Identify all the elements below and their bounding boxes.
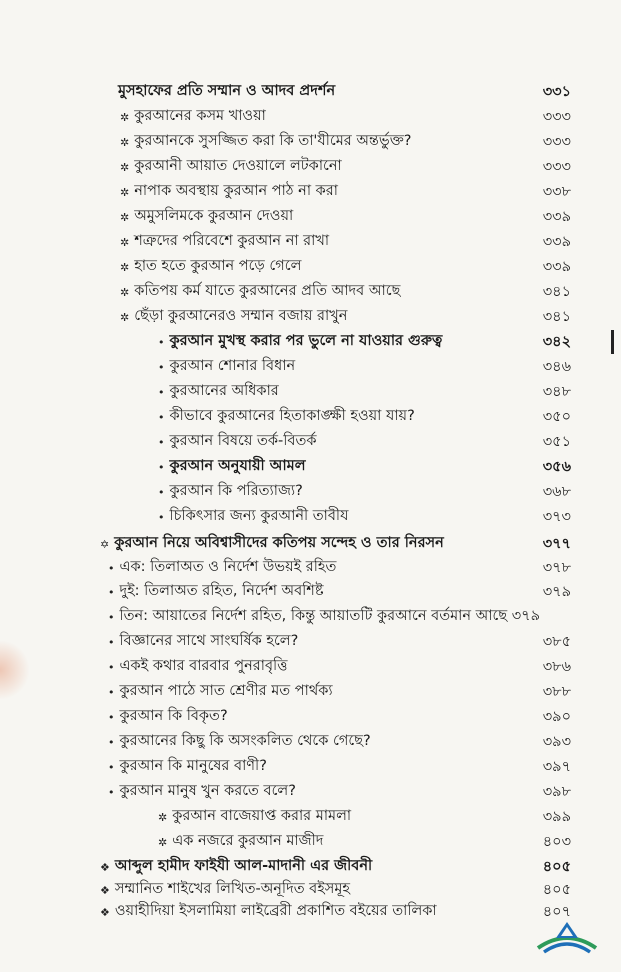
bullet-icon: • <box>158 410 165 424</box>
bullet-icon: • <box>108 710 115 724</box>
toc-entry-page-number: ৩৭৩ <box>542 509 571 525</box>
toc-entry <box>120 155 342 179</box>
toc-entry-page-number: ৩৯৯ <box>542 809 571 825</box>
toc-entry <box>120 205 293 229</box>
toc-entry-page-number: ৪০৭ <box>542 904 571 920</box>
bullet-icon: • <box>108 685 115 699</box>
bullet-icon: ✲ <box>120 110 130 124</box>
bullet-icon: ✡ <box>100 537 110 551</box>
toc-entry <box>158 455 306 479</box>
toc-entry <box>158 430 317 454</box>
toc-entry-title: কুরআন বিষয়ে তর্ক-বিতর্ক <box>169 433 317 449</box>
toc-entry <box>108 730 371 754</box>
toc-entry-title: কুরআন মুখস্থ করার পর ভুলে না যাওয়ার গুরুত্ব <box>169 333 443 349</box>
toc-entry-page-number: ৪০৫ <box>542 859 571 875</box>
paper-stain <box>0 640 30 700</box>
toc-entry <box>158 380 279 404</box>
toc-entry-title: কুরআন নিয়ে অবিশ্বাসীদের কতিপয় সন্দেহ ও তার নিরসন <box>114 535 444 551</box>
toc-entry-title: এক নজরে কুরআন মাজীদ <box>172 833 324 849</box>
toc-entry-page-number: ৩৪৬ <box>542 359 571 375</box>
bullet-icon: • <box>158 360 165 374</box>
toc-entry-page-number: ৩৭৭ <box>542 536 571 552</box>
toc-entry <box>108 605 540 629</box>
toc-entry <box>100 900 437 924</box>
toc-entry-title: মুসহাফের প্রতি সম্মান ও আদব প্রদর্শন <box>118 83 336 99</box>
toc-entry <box>158 330 442 354</box>
bullet-icon: • <box>108 635 115 649</box>
toc-entry-page-number: ৩৯৩ <box>542 734 571 750</box>
bullet-icon: • <box>158 485 165 499</box>
publisher-logo-icon <box>534 918 600 958</box>
toc-entry-title: এক: তিলাঅত ও নির্দেশ উভয়ই রহিত <box>119 559 337 575</box>
toc-entry-title: কুরআন কি মানুষের বাণী? <box>119 758 267 774</box>
toc-entry-page-number: ৩৭৯ <box>542 584 571 600</box>
toc-entry-page-number: ৩৬৮ <box>542 484 571 500</box>
toc-entry-page-number: ৩৩৯ <box>542 234 571 250</box>
toc-entry-title: কতিপয় কর্ম যাতে কুরআনের প্রতি আদব আছে <box>134 283 401 299</box>
toc-entry-page-number: ৩৩১ <box>542 84 571 100</box>
toc-entry-title: কুরআনী আয়াত দেওয়ালে লটকানো <box>134 158 342 174</box>
toc-entry <box>100 532 444 556</box>
toc-entry <box>158 355 295 379</box>
toc-entry-page-number: ৩৯০ <box>542 709 571 725</box>
toc-entry-title: একই কথার বারবার পুনরাবৃত্তি <box>119 658 288 674</box>
bullet-icon: • <box>158 435 165 449</box>
toc-entry-page-number: ৩৭৮ <box>542 560 571 576</box>
toc-entry-title: সম্মানিত শাইখের লিখিত-অনূদিত বইসমূহ <box>114 881 351 897</box>
margin-mark <box>611 330 614 354</box>
bullet-icon: ✲ <box>120 160 130 174</box>
toc-entry-title: কুরআনের অধিকার <box>169 383 279 399</box>
toc-entry-title: কুরআন মানুষ খুন করতে বলে? <box>119 783 296 799</box>
toc-entry-title: কুরআন বাজেয়াপ্ত করার মামলা <box>172 808 352 824</box>
toc-entry-title: চিকিৎসার জন্য কুরআনী তাবীয <box>169 508 349 524</box>
toc-entry <box>158 830 323 854</box>
toc-entry-title: আব্দুল হামীদ ফাইযী আল-মাদানী এর জীবনী <box>114 858 373 874</box>
toc-entry-title: ওয়াহীদিয়া ইসলামিয়া লাইব্রেরী প্রকাশিত বইয়ের তালিকা <box>114 903 437 919</box>
toc-entry <box>158 405 415 429</box>
bullet-icon: • <box>108 585 115 599</box>
toc-entry <box>108 705 228 729</box>
toc-entry-title: কুরআন অনুযায়ী আমল <box>169 458 306 474</box>
toc-entry-page-number: ৩৯৮ <box>542 784 571 800</box>
toc-entry-title: কুরআন কি বিকৃত? <box>119 708 228 724</box>
toc-entry <box>118 80 335 104</box>
bullet-icon: ✲ <box>120 285 130 299</box>
toc-entry <box>108 755 267 779</box>
bullet-icon: ✲ <box>120 260 130 274</box>
toc-entry <box>100 855 372 879</box>
toc-entry <box>108 680 333 704</box>
toc-entry-page-number: ৩৩৩ <box>542 159 571 175</box>
bullet-icon: • <box>108 610 115 624</box>
toc-entry <box>108 630 298 654</box>
bullet-icon: ✲ <box>158 835 168 849</box>
toc-entry <box>120 105 266 129</box>
toc-entry <box>120 180 338 204</box>
toc-entry-page-number: ৩৮৫ <box>542 634 571 650</box>
toc-entry-title: বিজ্ঞানের সাথে সাংঘর্ষিক হলে? <box>119 633 299 649</box>
toc-entry-page-number: ৩৩৯ <box>542 259 571 275</box>
toc-entry-title: কুরআনের কসম খাওয়া <box>134 108 266 124</box>
bullet-icon: • <box>108 785 115 799</box>
toc-entry-page-number: ৩৮৮ <box>542 684 571 700</box>
bullet-icon: • <box>158 460 165 474</box>
bullet-icon: • <box>108 561 115 575</box>
toc-entry-title: কুরআন পাঠে সাত শ্রেণীর মত পার্থক্য <box>119 683 333 699</box>
bullet-icon: • <box>108 735 115 749</box>
toc-entry-title: কুরআন কি পরিত্যাজ্য? <box>169 483 303 499</box>
toc-entry-title: কীভাবে কুরআনের হিতাকাঙ্ক্ষী হওয়া যায়? <box>169 408 415 424</box>
toc-entry <box>158 480 303 504</box>
bullet-icon: ✲ <box>120 185 130 199</box>
toc-entry-page-number: ৪০৫ <box>542 882 571 898</box>
toc-entry-page-number: ৩৩৯ <box>542 209 571 225</box>
toc-entry-title: কুরআনকে সুসজ্জিত করা কি তা'যীমের অন্তর্ভুক্ত? <box>134 133 412 149</box>
toc-entry-page-number: ৩৪২ <box>542 334 571 350</box>
bullet-icon: ✲ <box>120 310 130 324</box>
bullet-icon: ❖ <box>100 860 110 874</box>
bullet-icon: ✲ <box>120 210 130 224</box>
bullet-icon: • <box>158 335 165 349</box>
toc-entry-page-number: ৩৫৬ <box>542 459 571 475</box>
toc-entry-page-number: ৩৯৭ <box>542 759 571 775</box>
toc-entry-page-number: ৪০৩ <box>542 834 571 850</box>
bullet-icon: • <box>158 385 165 399</box>
toc-entry-page-number: ৩৩৩ <box>542 134 571 150</box>
toc-entry-page-number: ৩৫১ <box>542 434 571 450</box>
toc-entry-page-number: ৩৩৮ <box>542 184 571 200</box>
toc-entry-title: ছেঁড়া কুরআনেরও সম্মান বজায় রাখুন <box>134 308 348 324</box>
toc-entry-page-number: ৩৪১ <box>542 284 571 300</box>
bullet-icon: ❖ <box>100 905 110 919</box>
toc-entry-page-number: ৩৮৬ <box>542 659 571 675</box>
toc-entry-title: কুরআন শোনার বিধান <box>169 358 296 374</box>
bullet-icon: • <box>158 510 165 524</box>
toc-entry <box>108 556 336 580</box>
toc-entry <box>100 878 350 902</box>
toc-entry-page-number: ৩৪১ <box>542 309 571 325</box>
toc-entry <box>158 505 348 529</box>
bullet-icon: ✲ <box>158 810 168 824</box>
toc-entry <box>108 780 296 804</box>
toc-entry-title: শত্রুদের পরিবেশে কুরআন না রাখা <box>134 233 330 249</box>
toc-entry <box>120 230 329 254</box>
bullet-icon: • <box>108 660 115 674</box>
toc-entry <box>120 280 400 304</box>
toc-entry <box>108 580 324 604</box>
toc-entry-title: হাত হতে কুরআন পড়ে গেলে <box>134 258 302 274</box>
bullet-icon: ✲ <box>120 235 130 249</box>
toc-entry-title: নাপাক অবস্থায় কুরআন পাঠ না করা <box>134 183 338 199</box>
bullet-icon: ✲ <box>120 135 130 149</box>
toc-entry <box>120 130 412 154</box>
toc-entry-title: অমুসলিমকে কুরআন দেওয়া <box>134 208 294 224</box>
toc-entry-page-number: ৩৪৮ <box>542 384 571 400</box>
toc-entry <box>108 655 288 679</box>
toc-entry-title: দুই: তিলাঅত রহিত, নির্দেশ অবশিষ্ট <box>119 583 324 599</box>
toc-entry <box>120 305 347 329</box>
toc-entry-page-number: ৩৫০ <box>542 409 571 425</box>
toc-entry-page-number: ৩৩৩ <box>542 109 571 125</box>
toc-entry-title: তিন: আয়াতের নির্দেশ রহিত, কিন্তু আয়াতটি কুরআনে বর্তমান আছে ৩৭৯ <box>119 608 540 624</box>
toc-entry <box>158 805 351 829</box>
bullet-icon: ❖ <box>100 883 110 897</box>
toc-entry-title: কুরআনের কিছু কি অসংকলিত থেকে গেছে? <box>119 733 371 749</box>
bullet-icon: • <box>108 760 115 774</box>
toc-entry <box>120 255 301 279</box>
